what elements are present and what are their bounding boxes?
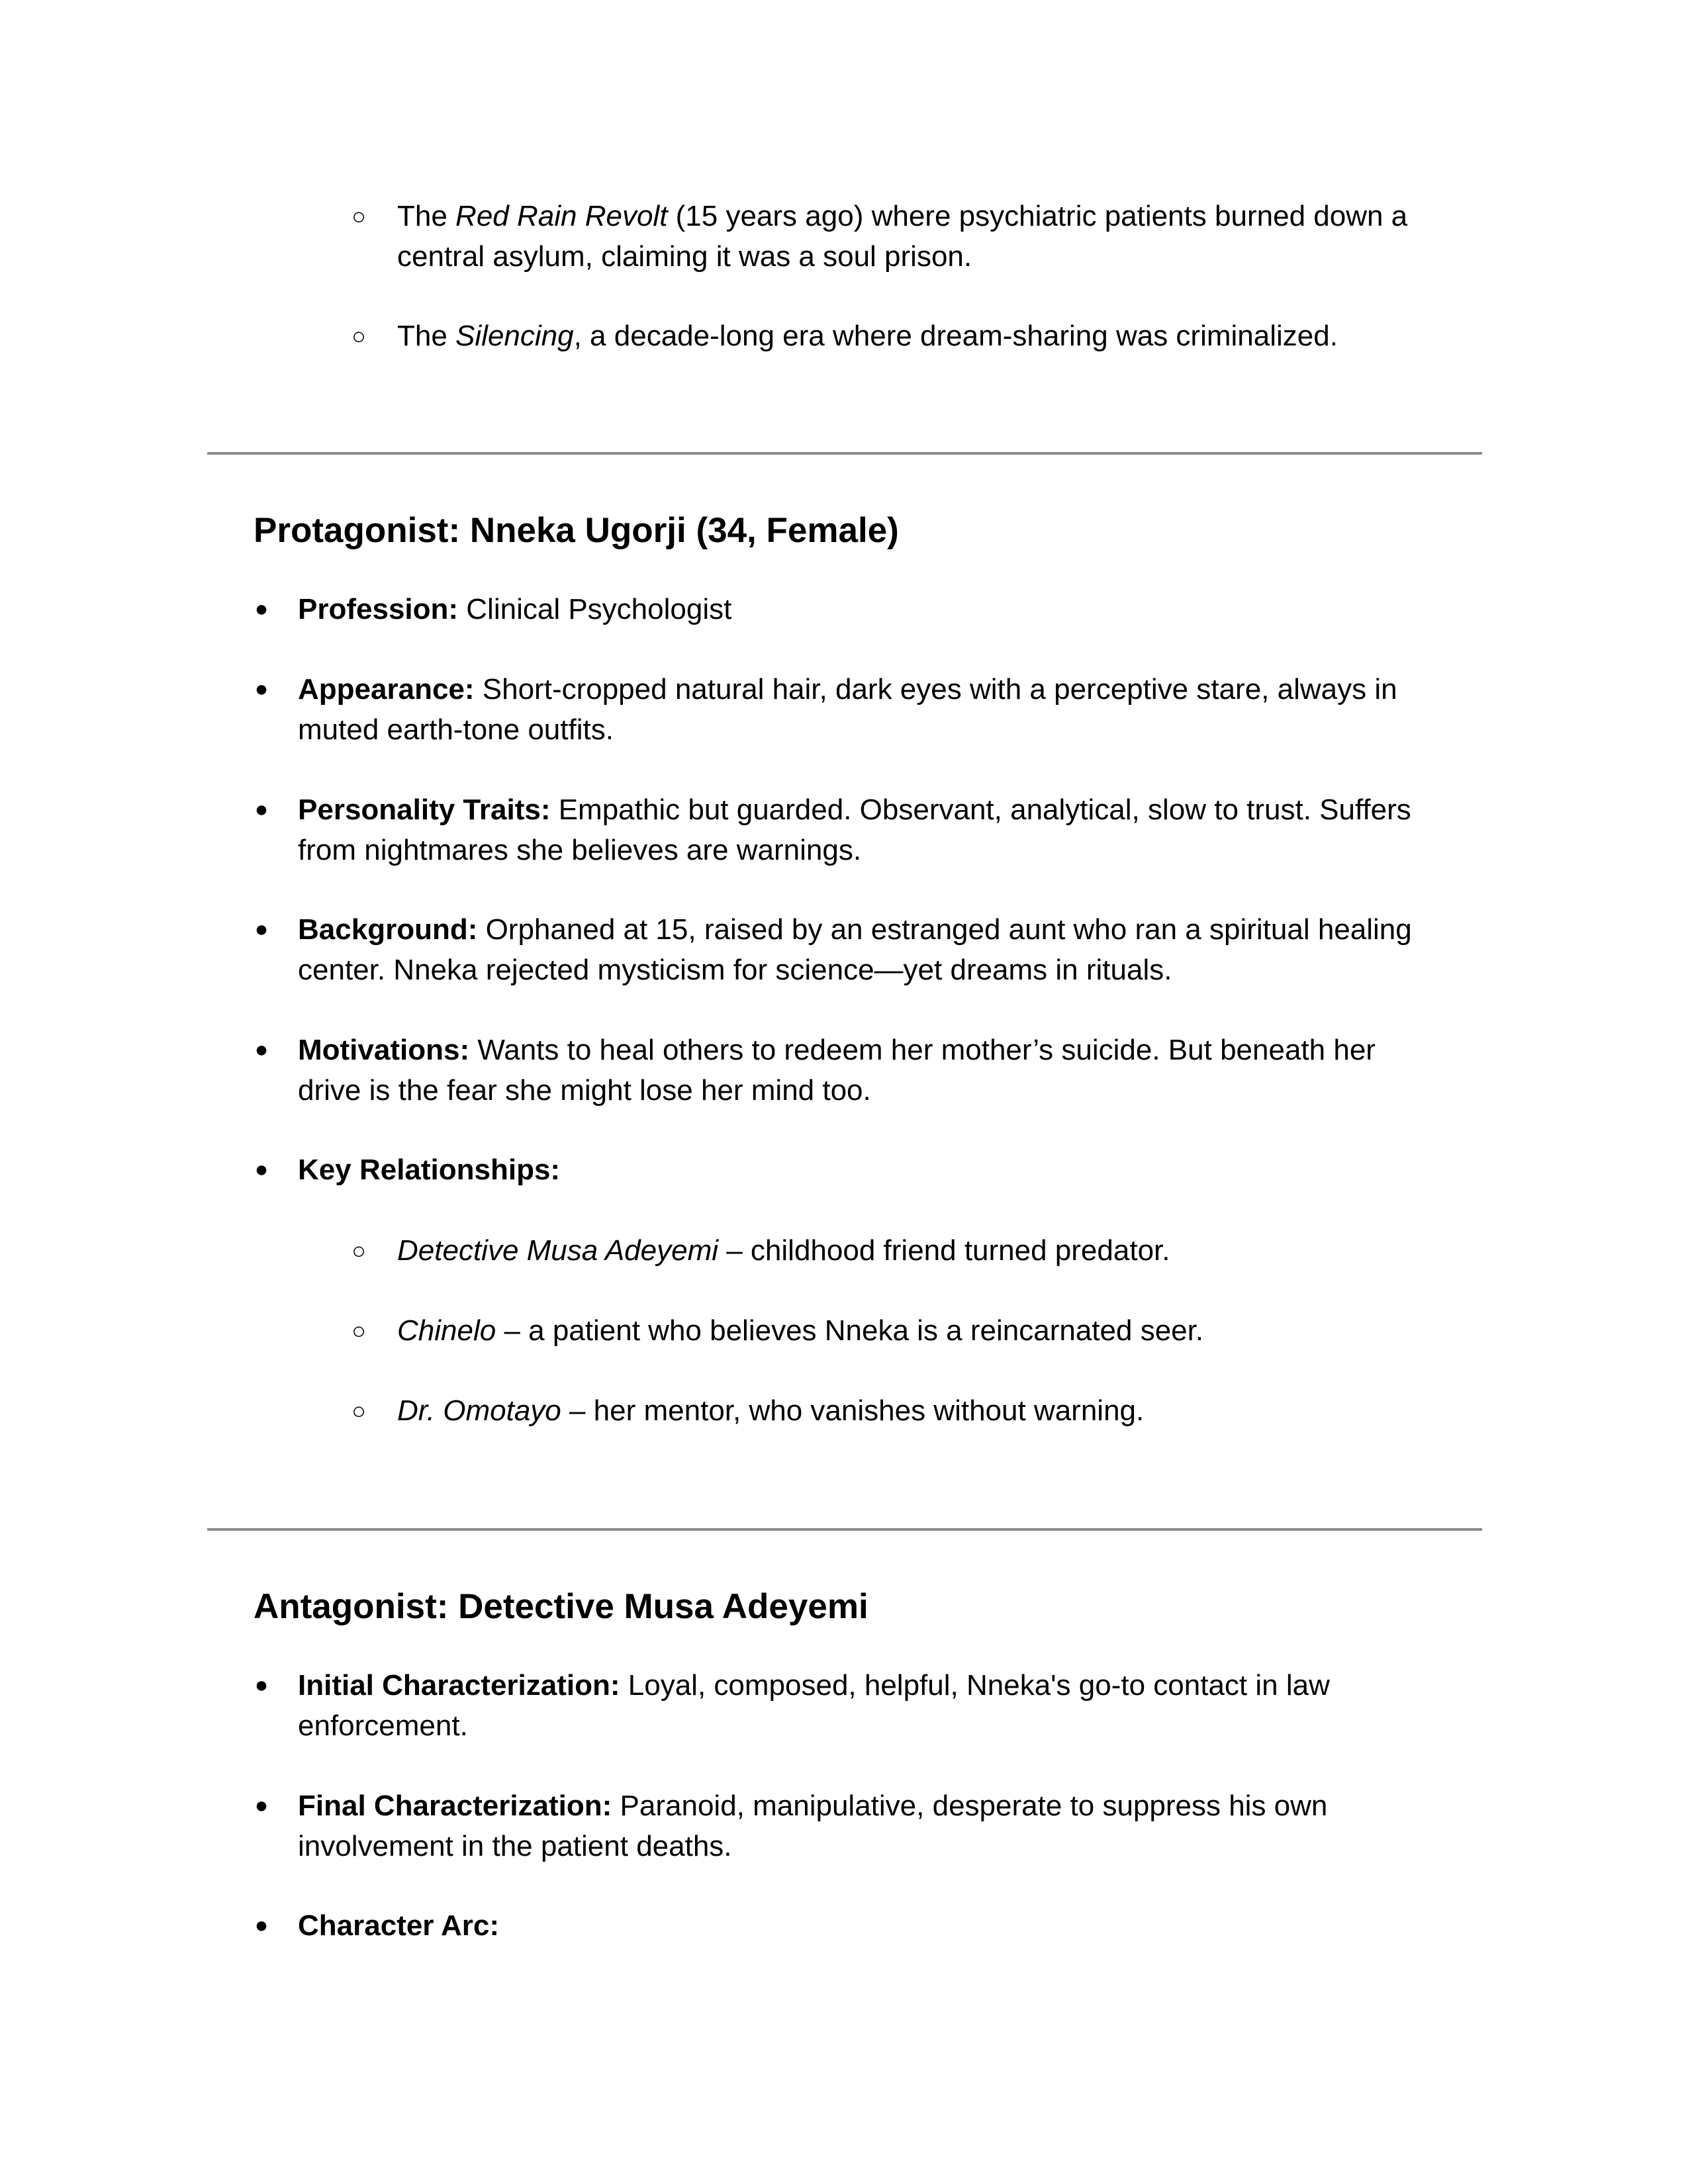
filled-bullet-icon: ● bbox=[254, 1672, 269, 1698]
antagonist-initial-characterization: ● Initial Characterization: Loyal, composed, helpful, Nneka's go-to contact in law enforcement. bbox=[298, 1665, 1330, 1746]
antagonist-character-arc: ● Character Arc: bbox=[298, 1905, 499, 1946]
protagonist-key-relationships: ● Key Relationships: bbox=[298, 1150, 560, 1190]
filled-bullet-icon: ● bbox=[254, 1793, 269, 1818]
hollow-bullet-icon: ○ bbox=[352, 1317, 366, 1344]
section-divider bbox=[207, 452, 1482, 455]
filled-bullet-icon: ● bbox=[254, 797, 269, 822]
protagonist-background: ● Background: Orphaned at 15, raised by an estranged aunt who ran a spiritual healing center. Nneka rejected mysticism for science—yet dreams in rituals. bbox=[298, 909, 1412, 990]
relationship-item: ○ Detective Musa Adeyemi – childhood friend turned predator. bbox=[397, 1230, 1170, 1271]
filled-bullet-icon: ● bbox=[254, 917, 269, 942]
filled-bullet-icon: ● bbox=[254, 676, 269, 702]
antagonist-heading: Antagonist: Detective Musa Adeyemi bbox=[254, 1587, 868, 1626]
antagonist-final-characterization: ● Final Characterization: Paranoid, manipulative, desperate to suppress his own involvement in the patient deaths. bbox=[298, 1786, 1327, 1866]
filled-bullet-icon: ● bbox=[254, 596, 269, 621]
section-divider bbox=[207, 1528, 1482, 1531]
protagonist-profession: ● Profession: Clinical Psychologist bbox=[298, 589, 731, 629]
filled-bullet-icon: ● bbox=[254, 1913, 269, 1938]
hollow-bullet-icon: ○ bbox=[352, 1397, 366, 1424]
history-item-silencing: ○ The Silencing, a decade-long era where dream-sharing was criminalized. bbox=[397, 316, 1338, 356]
relationship-item: ○ Dr. Omotayo – her mentor, who vanishes without warning. bbox=[397, 1390, 1144, 1431]
hollow-bullet-icon: ○ bbox=[352, 203, 366, 230]
relationship-item: ○ Chinelo – a patient who believes Nneka is a reincarnated seer. bbox=[397, 1310, 1203, 1351]
hollow-bullet-icon: ○ bbox=[352, 322, 366, 349]
filled-bullet-icon: ● bbox=[254, 1037, 269, 1062]
filled-bullet-icon: ● bbox=[254, 1157, 269, 1182]
protagonist-heading: Protagonist: Nneka Ugorji (34, Female) bbox=[254, 511, 899, 550]
history-item-red-rain: ○ The Red Rain Revolt (15 years ago) where psychiatric patients burned down a central asylum, claiming it was a soul prison. bbox=[397, 196, 1407, 277]
protagonist-personality: ● Personality Traits: Empathic but guarded. Observant, analytical, slow to trust. Suffers from nightmares she believes are warnings. bbox=[298, 790, 1411, 870]
protagonist-appearance: ● Appearance: Short-cropped natural hair, dark eyes with a perceptive stare, always in muted earth-tone outfits. bbox=[298, 669, 1397, 750]
hollow-bullet-icon: ○ bbox=[352, 1237, 366, 1264]
protagonist-motivations: ● Motivations: Wants to heal others to redeem her mother’s suicide. But beneath her drive is the fear she might lose her mind too. bbox=[298, 1030, 1376, 1111]
